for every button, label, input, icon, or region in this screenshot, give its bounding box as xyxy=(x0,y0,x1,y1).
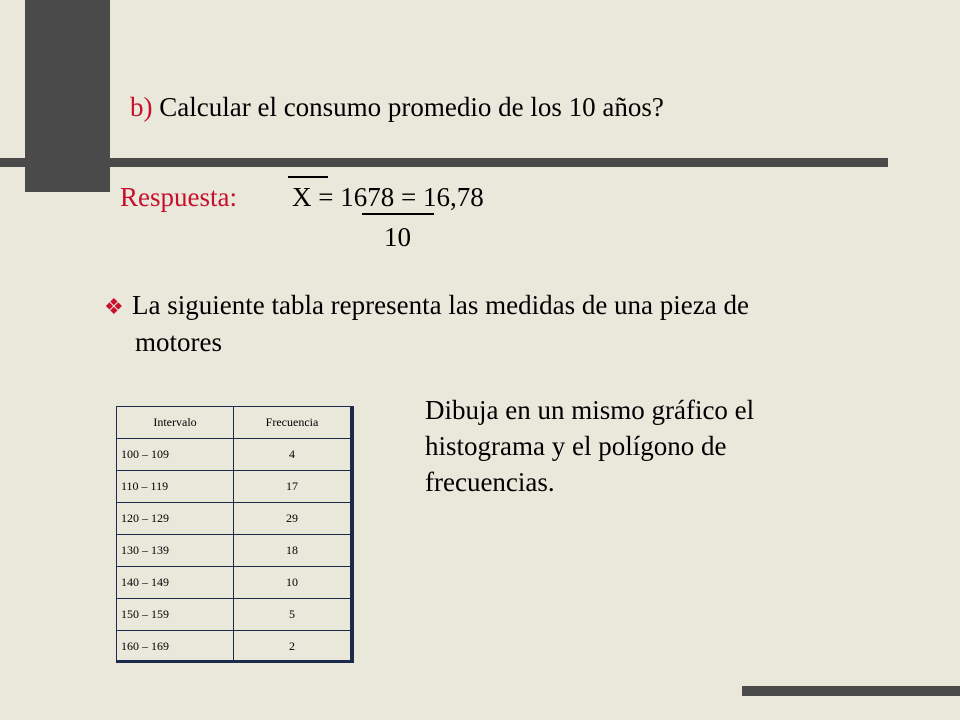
frequency-cell: 5 xyxy=(234,599,351,631)
question-text: Calcular el consumo promedio de los 10 años? xyxy=(159,92,664,122)
interval-cell: 100 – 109 xyxy=(117,439,234,471)
interval-cell: 110 – 119 xyxy=(117,471,234,503)
bullet-text-line2: motores xyxy=(135,327,222,357)
equals-sign: = xyxy=(318,182,334,212)
header-intervalo: Intervalo xyxy=(117,407,234,439)
frequency-cell: 10 xyxy=(234,567,351,599)
frequency-table-container xyxy=(116,406,354,663)
bullet-text-line1: La siguiente tabla representa las medidas de una pieza de xyxy=(132,290,749,320)
frequency-cell: 18 xyxy=(234,535,351,567)
interval-cell: 160 – 169 xyxy=(117,631,234,663)
diamond-bullet-icon: ❖ xyxy=(104,294,124,319)
table-row xyxy=(117,535,351,567)
bullet-item xyxy=(104,290,749,321)
table-header-row xyxy=(117,407,351,439)
answer-label: Respuesta: xyxy=(120,182,237,212)
table-row xyxy=(117,471,351,503)
header-frecuencia: Frecuencia xyxy=(234,407,351,439)
table-row xyxy=(117,503,351,535)
corner-bar xyxy=(742,686,960,696)
table-row xyxy=(117,631,351,663)
fraction-line xyxy=(362,213,434,215)
interval-cell: 150 – 159 xyxy=(117,599,234,631)
frequency-cell: 17 xyxy=(234,471,351,503)
question-prefix: b) xyxy=(130,92,153,122)
numerator: 1678 xyxy=(340,182,395,212)
table-row xyxy=(117,567,351,599)
result-value: 16,78 xyxy=(422,182,484,212)
interval-cell: 120 – 129 xyxy=(117,503,234,535)
mean-bar-line xyxy=(288,176,328,178)
frequency-cell: 2 xyxy=(234,631,351,663)
instruction-text: Dibuja en un mismo gráfico el histograma y el polígono de frecuencias. xyxy=(425,395,755,497)
table-row xyxy=(117,599,351,631)
horizontal-divider xyxy=(0,158,888,167)
frequency-table xyxy=(116,406,351,663)
table-row xyxy=(117,439,351,471)
question-heading xyxy=(130,92,664,123)
equals-sign-2: = xyxy=(400,182,417,212)
interval-cell: 130 – 139 xyxy=(117,535,234,567)
frequency-cell: 4 xyxy=(234,439,351,471)
interval-cell: 140 – 149 xyxy=(117,567,234,599)
denominator: 10 xyxy=(384,222,411,252)
answer-equation xyxy=(292,182,484,213)
frequency-cell: 29 xyxy=(234,503,351,535)
mean-symbol: X xyxy=(292,182,312,212)
